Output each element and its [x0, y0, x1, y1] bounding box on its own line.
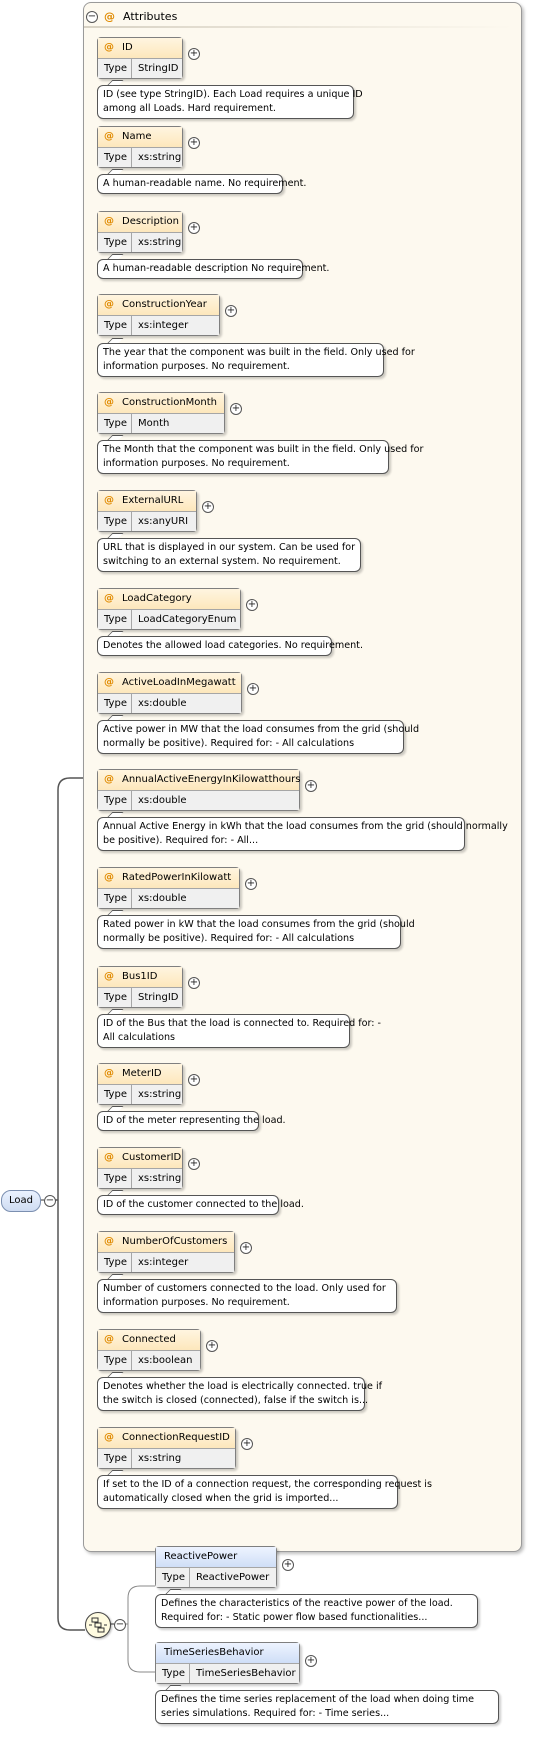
expand-icon[interactable]: + [306, 1655, 316, 1666]
attribute-type: xs:anyURI [132, 512, 196, 531]
attribute-icon: @ [104, 1236, 114, 1247]
attribute-name: Description [122, 216, 179, 227]
attribute-type-row [98, 610, 240, 629]
expand-icon[interactable]: + [247, 599, 257, 610]
attribute-documentation [97, 440, 424, 474]
documentation-line: Required for: - Static power flow based functionalities... [161, 1612, 428, 1623]
attribute-name: RatedPowerInKilowatt [122, 872, 232, 883]
type-label: Type [98, 694, 132, 713]
attribute-name: NumberOfCustomers [122, 1236, 228, 1247]
attribute-box[interactable] [97, 490, 197, 532]
attributes-title: Attributes [123, 10, 178, 23]
attribute-type-row [98, 1253, 234, 1272]
documentation-line: information purposes. No requirement. [103, 1297, 290, 1308]
attribute-type-row [98, 1085, 182, 1104]
documentation-line: ID of the Bus that the load is connected to. Required for: - [103, 1018, 382, 1029]
attribute-box[interactable] [97, 1063, 183, 1105]
type-label: Type [98, 988, 132, 1007]
attribute-box[interactable] [97, 1147, 183, 1189]
attributes-divider [84, 26, 512, 28]
attribute-type-row [98, 233, 182, 252]
root-element-load[interactable] [1, 1190, 41, 1212]
attribute-icon: @ [104, 1068, 114, 1079]
attribute-name: Bus1ID [122, 971, 158, 982]
attribute-box[interactable] [97, 966, 183, 1008]
documentation-line: Defines the characteristics of the reactive power of the load. [161, 1598, 453, 1609]
expand-icon[interactable]: + [189, 48, 199, 59]
type-label: Type [98, 1253, 132, 1272]
documentation-line: A human-readable name. No requirement. [103, 178, 307, 189]
attribute-header [98, 1148, 182, 1169]
type-label: Type [98, 1449, 132, 1468]
child-element-box[interactable] [155, 1546, 277, 1588]
attribute-documentation [97, 1475, 432, 1509]
attribute-type-row [98, 148, 182, 167]
attribute-type-row [98, 791, 299, 810]
attribute-icon: @ [104, 1432, 114, 1443]
attribute-icon: @ [104, 216, 114, 227]
type-label: Type [98, 889, 132, 908]
documentation-line: The year that the component was built in the field. Only used for [103, 347, 415, 358]
element-type: TimeSeriesBehavior [190, 1664, 299, 1683]
expand-icon[interactable]: + [207, 1340, 217, 1351]
expand-icon[interactable]: + [226, 305, 236, 316]
attribute-header [98, 1232, 234, 1253]
attribute-type: LoadCategoryEnum [132, 610, 240, 629]
expand-icon[interactable]: + [241, 1242, 251, 1253]
attribute-type: xs:string [132, 1085, 182, 1104]
documentation-line: ID of the customer connected to the load. [103, 1199, 304, 1210]
element-type-row [156, 1664, 299, 1683]
attribute-icon: @ [104, 1334, 114, 1345]
attribute-box[interactable] [97, 1427, 236, 1469]
attribute-box[interactable] [97, 1231, 235, 1273]
type-label: Type [98, 791, 132, 810]
type-label: Type [98, 512, 132, 531]
expand-icon[interactable]: + [283, 1559, 293, 1570]
attribute-box[interactable] [97, 37, 183, 79]
type-label: Type [98, 148, 132, 167]
documentation-line: be positive). Required for: - All... [103, 835, 259, 846]
documentation-line: switching to an external system. No requirement. [103, 556, 341, 567]
attribute-box[interactable] [97, 588, 241, 630]
attribute-documentation [97, 817, 508, 851]
attribute-icon: @ [104, 872, 114, 883]
attribute-header [98, 127, 182, 148]
attribute-icon: @ [104, 677, 114, 688]
attribute-name: MeterID [122, 1068, 162, 1079]
attribute-name: Name [122, 131, 152, 142]
attribute-documentation [97, 1014, 382, 1048]
attribute-type-row [98, 414, 224, 433]
attribute-type: StringID [132, 59, 182, 78]
attribute-type: xs:string [132, 148, 182, 167]
attribute-header [98, 38, 182, 59]
attribute-documentation [97, 720, 420, 754]
attribute-box[interactable] [97, 392, 225, 434]
documentation-line: normally be positive). Required for: - All calculations [103, 933, 355, 944]
documentation-line: The Month that the component was built in the field. Only used for [103, 444, 424, 455]
expand-icon[interactable]: + [246, 878, 256, 889]
attribute-icon: @ [104, 774, 114, 785]
attribute-header [98, 868, 239, 889]
attribute-icon: @ [104, 593, 114, 604]
attribute-documentation [97, 1195, 304, 1215]
attribute-type: xs:double [132, 889, 239, 908]
attribute-type: xs:integer [132, 316, 219, 335]
documentation-line: URL that is displayed in our system. Can be used for [103, 542, 356, 553]
expand-icon[interactable]: + [189, 137, 199, 148]
expand-icon[interactable]: + [189, 977, 199, 988]
attribute-documentation [97, 636, 363, 656]
root-element-label: Load [9, 1195, 33, 1206]
documentation-line: A human-readable description No requirement. [103, 263, 330, 274]
documentation-line: Rated power in kW that the load consumes from the grid (should [103, 919, 415, 930]
documentation-line: information purposes. No requirement. [103, 458, 290, 469]
documentation-line: series simulations. Required for: - Time series... [161, 1708, 390, 1719]
attribute-name: ConstructionYear [122, 299, 207, 310]
collapse-sequence-icon[interactable]: − [115, 1619, 125, 1630]
attribute-type-row [98, 59, 182, 78]
attribute-type: StringID [132, 988, 182, 1007]
element-documentation [155, 1690, 499, 1724]
attribute-icon: @ [104, 397, 114, 408]
collapse-load-icon[interactable]: − [45, 1195, 55, 1206]
documentation-line: If set to the ID of a connection request, the corresponding request is [103, 1479, 432, 1490]
type-label: Type [98, 316, 132, 335]
documentation-line: normally be positive). Required for: - All calculations [103, 738, 355, 749]
attribute-type-row [98, 316, 219, 335]
type-label: Type [98, 1085, 132, 1104]
attribute-type: xs:string [132, 1449, 235, 1468]
attribute-name: LoadCategory [122, 593, 192, 604]
attribute-header [98, 1428, 235, 1449]
type-label: Type [98, 414, 132, 433]
attribute-header [98, 673, 241, 694]
attribute-type: xs:string [132, 233, 182, 252]
attribute-documentation [97, 85, 363, 119]
documentation-line: Annual Active Energy in kWh that the load consumes from the grid (should normally [103, 821, 508, 832]
documentation-line: ID (see type StringID). Each Load requires a unique ID [103, 89, 363, 100]
expand-icon[interactable]: + [242, 1438, 252, 1449]
attribute-header [98, 770, 299, 791]
expand-icon[interactable]: + [189, 1074, 199, 1085]
attribute-documentation [97, 343, 415, 377]
expand-icon[interactable]: + [189, 222, 199, 233]
attribute-header [98, 1330, 200, 1351]
attribute-type-row [98, 1169, 182, 1188]
attribute-icon: @ [104, 1152, 114, 1163]
attribute-box[interactable] [97, 1329, 201, 1371]
attribute-type-row [98, 1351, 200, 1370]
documentation-line: Denotes whether the load is electrically connected. true if [103, 1381, 383, 1392]
documentation-line: automatically closed when the grid is imported... [103, 1493, 339, 1504]
element-type-row [156, 1568, 276, 1587]
documentation-line: Active power in MW that the load consumes from the grid (should [103, 724, 420, 735]
attribute-header [98, 967, 182, 988]
attribute-icon: @ [104, 131, 114, 142]
documentation-line: among all Loads. Hard requirement. [103, 103, 276, 114]
documentation-line: Defines the time series replacement of the load when doing time [161, 1694, 475, 1705]
expand-icon[interactable]: + [248, 683, 258, 694]
attribute-header [98, 491, 196, 512]
attribute-icon: @ [104, 495, 114, 506]
attribute-documentation [97, 1111, 286, 1131]
attribute-type-row [98, 1449, 235, 1468]
attribute-header [98, 212, 182, 233]
attribute-documentation [97, 259, 330, 279]
attribute-documentation [97, 1279, 397, 1313]
attribute-type: xs:double [132, 791, 299, 810]
child-element-box[interactable] [155, 1642, 300, 1684]
type-label: Type [98, 610, 132, 629]
attribute-type: Month [132, 414, 224, 433]
attribute-header [98, 295, 219, 316]
attribute-name: ConnectionRequestID [122, 1432, 230, 1443]
expand-icon[interactable]: + [306, 780, 316, 791]
attribute-icon: @ [104, 299, 114, 310]
type-label: Type [156, 1568, 190, 1587]
attribute-type-row [98, 512, 196, 531]
collapse-attributes-icon[interactable]: − [87, 11, 97, 22]
attribute-name: ExternalURL [122, 495, 184, 506]
documentation-line: the switch is closed (connected), false if the switch is... [103, 1395, 369, 1406]
type-label: Type [156, 1664, 190, 1683]
sequence-compositor[interactable] [85, 1612, 111, 1638]
element-header: TimeSeriesBehavior [156, 1643, 299, 1664]
attribute-icon: @ [104, 971, 114, 982]
attribute-type: xs:double [132, 694, 241, 713]
type-label: Type [98, 1169, 132, 1188]
attribute-icon: @ [104, 42, 114, 53]
documentation-line: Denotes the allowed load categories. No requirement. [103, 640, 363, 651]
type-label: Type [98, 59, 132, 78]
attribute-documentation [97, 174, 307, 194]
attribute-name: AnnualActiveEnergyInKilowatthours [122, 774, 301, 785]
documentation-line: ID of the meter representing the load. [103, 1115, 286, 1126]
attribute-header [98, 589, 240, 610]
attribute-box[interactable] [97, 294, 220, 336]
attribute-name: ConstructionMonth [122, 397, 218, 408]
attribute-header [98, 393, 224, 414]
attribute-header [98, 1064, 182, 1085]
sequence-icon [86, 1613, 110, 1637]
documentation-line: Number of customers connected to the load. Only used for [103, 1283, 386, 1294]
attribute-documentation [97, 1377, 383, 1411]
attribute-name: ID [122, 42, 133, 53]
attribute-box[interactable] [97, 211, 183, 253]
attribute-name: ActiveLoadInMegawatt [122, 677, 236, 688]
attribute-type: xs:integer [132, 1253, 234, 1272]
type-label: Type [98, 233, 132, 252]
expand-icon[interactable]: + [231, 403, 241, 414]
attribute-type-row [98, 694, 241, 713]
attribute-marker-icon: @ [104, 10, 115, 23]
element-type: ReactivePower [190, 1568, 276, 1587]
element-header: ReactivePower [156, 1547, 276, 1568]
expand-icon[interactable]: + [189, 1158, 199, 1169]
expand-icon[interactable]: + [203, 501, 213, 512]
attribute-type-row [98, 988, 182, 1007]
type-label: Type [98, 1351, 132, 1370]
element-documentation [155, 1594, 478, 1628]
attribute-documentation [97, 538, 361, 572]
attribute-name: CustomerID [122, 1152, 182, 1163]
attribute-box[interactable] [97, 867, 240, 909]
attribute-documentation [97, 915, 415, 949]
attribute-box[interactable] [97, 126, 183, 168]
attribute-type: xs:boolean [132, 1351, 200, 1370]
attribute-type: xs:string [132, 1169, 182, 1188]
attribute-box[interactable] [97, 769, 300, 811]
documentation-line: information purposes. No requirement. [103, 361, 290, 372]
documentation-line: All calculations [103, 1032, 176, 1043]
attribute-name: Connected [122, 1334, 176, 1345]
attribute-type-row [98, 889, 239, 908]
attribute-box[interactable] [97, 672, 242, 714]
